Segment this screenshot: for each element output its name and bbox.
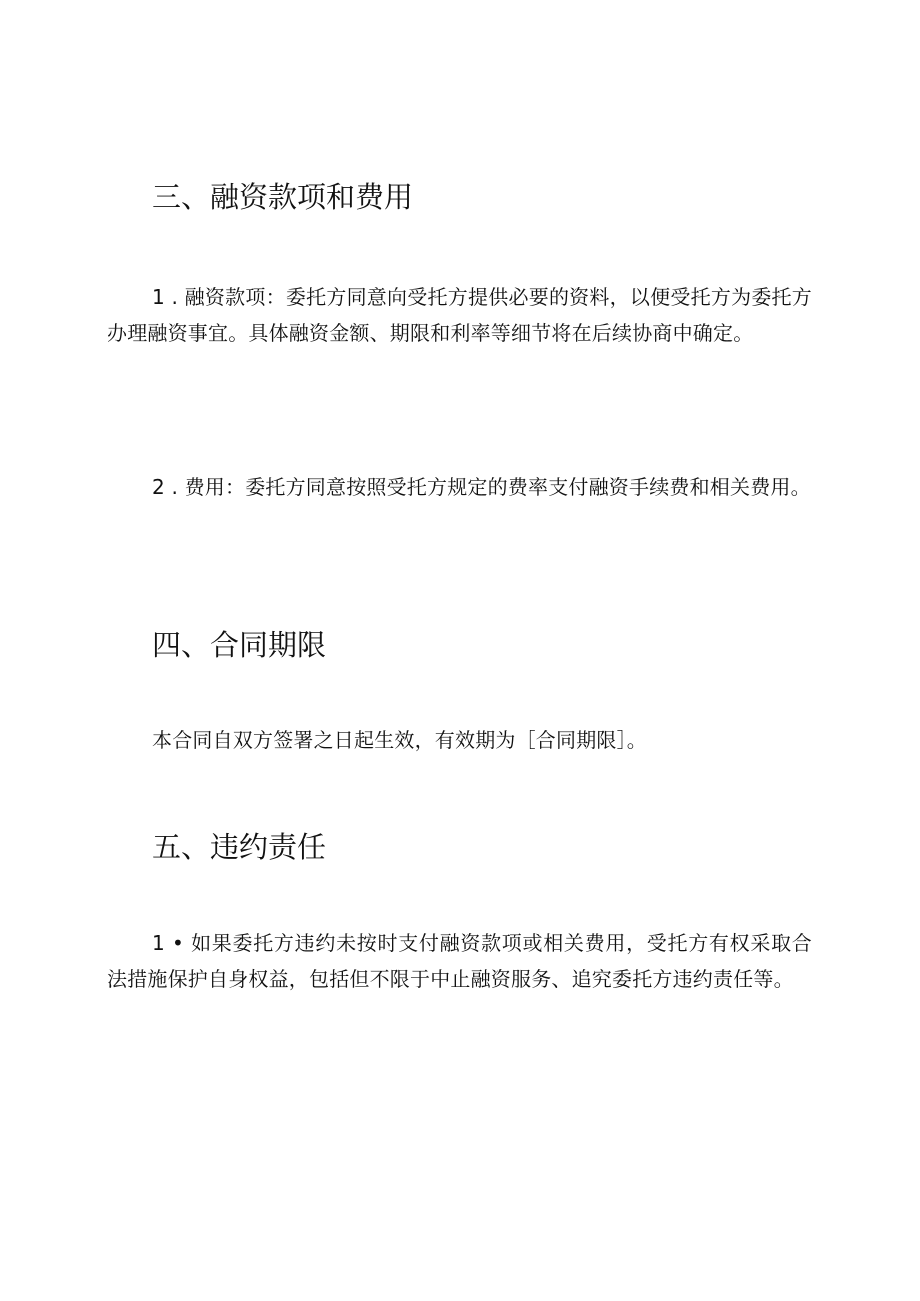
section-heading-breach-liability: 五、违约责任 (152, 830, 327, 864)
paragraph-contract-term: 本合同自双方签署之日起生效，有效期为［合同期限］。 (152, 728, 647, 752)
section-heading-financing-and-fees: 三、融资款项和费用 (152, 180, 414, 214)
paragraph-financing-amount: 1 . 融资款项：委托方同意向受托方提供必要的资料，以便受托方为委托方办理融资事宜。具体融资金额、期限和利率等细节将在后续协商中确定。 (107, 285, 812, 345)
paragraph-breach-liability: 1 • 如果委托方违约未按时支付融资款项或相关费用，受托方有权采取合法措施保护自身权益，包括但不限于中止融资服务、追究委托方违约责任等。 (107, 931, 812, 991)
section-heading-contract-term: 四、合同期限 (152, 628, 327, 662)
paragraph-fees: 2 . 费用：委托方同意按照受托方规定的费率支付融资手续费和相关费用。 (152, 475, 811, 499)
